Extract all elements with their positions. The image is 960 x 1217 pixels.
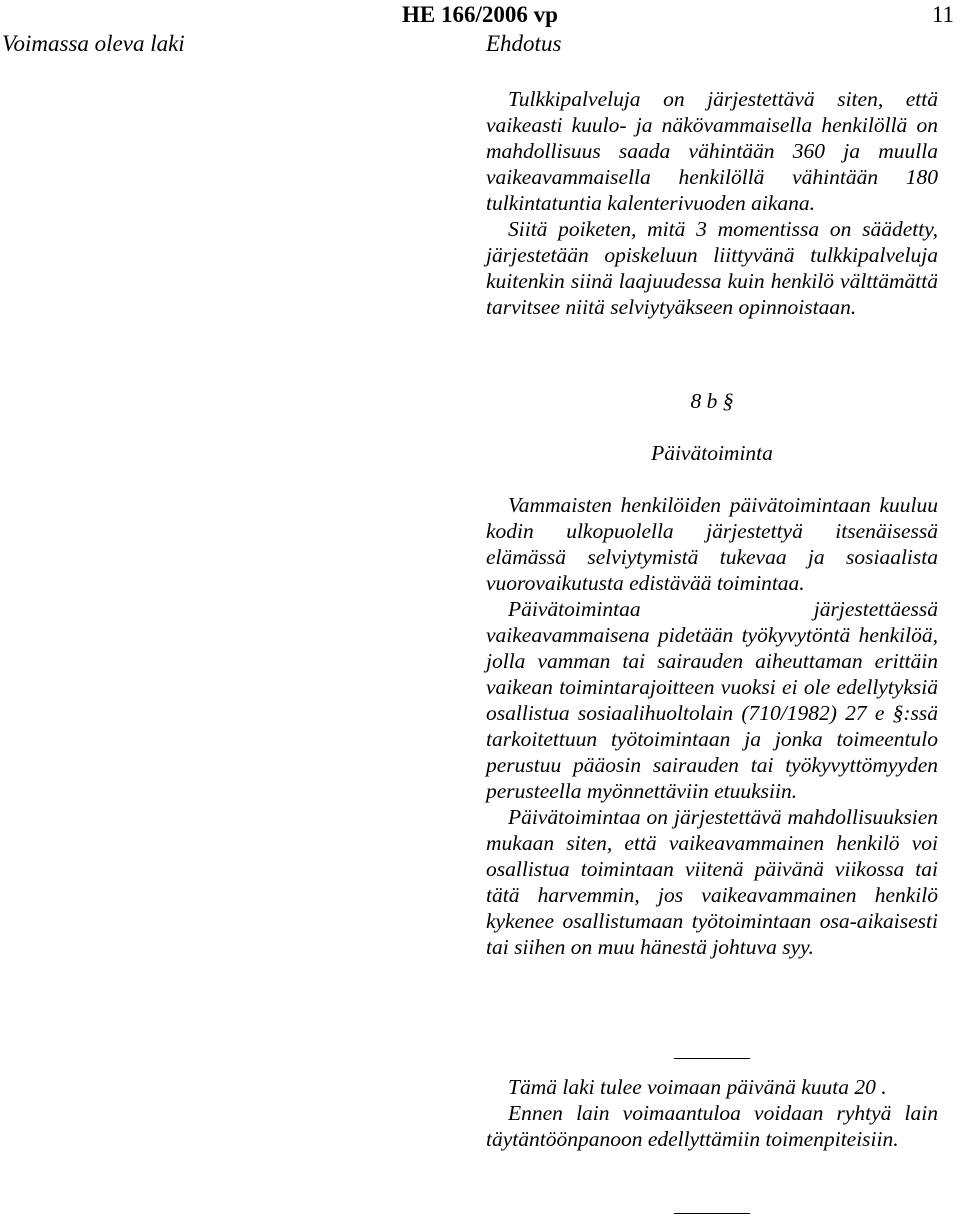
proposal-column-entry-into-force — [486, 1074, 938, 1152]
paragraph-entry-into-force: Tämä laki tulee voimaan päivänä kuuta 20 . — [508, 1075, 887, 1099]
separator-rule-bottom — [674, 1213, 750, 1214]
section-title: Päivätoiminta — [651, 441, 773, 465]
left-column-title: Voimassa oleva laki — [2, 31, 185, 56]
section-number: 8 b § — [690, 389, 734, 413]
page-number: 11 — [931, 2, 954, 27]
right-column-title: Ehdotus — [486, 31, 562, 56]
paragraph-implementation: Ennen lain voimaantuloa voidaan ryhtyä lain täytäntöönpanoon edellyttämiin toimenpiteisiin. — [486, 1101, 938, 1151]
paragraph-severe-disability-definition: Päivätoimintaa järjestettäessä vaikeavammaisena pidetään työkyvytöntä henkilöä, jolla vamman tai sairauden aiheuttaman erittäin vaikean toimintarajoitteen vuoksi ei ole edellytyksiä osallistua sosiaalihuoltolain (710/1982) 27 e §:ssä tarkoitettuun työtoimintaan ja jonka toimeentulo perustuu pääosin sairauden tai työkyvyttömyyden perusteella myönnettäviin etuuksiin. — [486, 597, 938, 803]
proposal-column-top — [486, 86, 938, 320]
paragraph-day-activity-arrangement: Päivätoimintaa on järjestettävä mahdollisuuksien mukaan siten, että vaikeavammainen henkilö voi osallistua toimintaan viitenä päivänä viikossa tai tätä harvemmin, jos vaikeavammainen henkilö kykenee osallistumaan työtoimintaan osa-aikaisesti tai siihen on muu hänestä johtuva syy. — [486, 805, 938, 959]
paragraph-study-interpreting: Siitä poiketen, mitä 3 momentissa on säädetty, järjestetään opiskeluun liittyvänä tulkkipalveluja kuitenkin siinä laajuudessa kuin henkilö välttämättä tarvitsee niitä selviytyäkseen opinnoistaan. — [486, 217, 938, 319]
proposal-column-section — [486, 492, 938, 960]
paragraph-day-activity-definition: Vammaisten henkilöiden päivätoimintaan kuuluu kodin ulkopuolella järjestettyä itsenäisessä elämässä selviytymistä tukevaa ja sosiaalista vuorovaikutusta edistävää toimintaa. — [486, 493, 938, 595]
paragraph-interpreting-hours: Tulkkipalveluja on järjestettävä siten, että vaikeasti kuulo- ja näkövammaisella henkilöllä on mahdollisuus saada vähintään 360 ja muulla vaikeavammaisella henkilöllä vähintään 180 tulkintatuntia kalenterivuoden aikana. — [486, 87, 938, 215]
document-id: HE 166/2006 vp — [402, 2, 558, 27]
separator-rule — [674, 1058, 750, 1059]
